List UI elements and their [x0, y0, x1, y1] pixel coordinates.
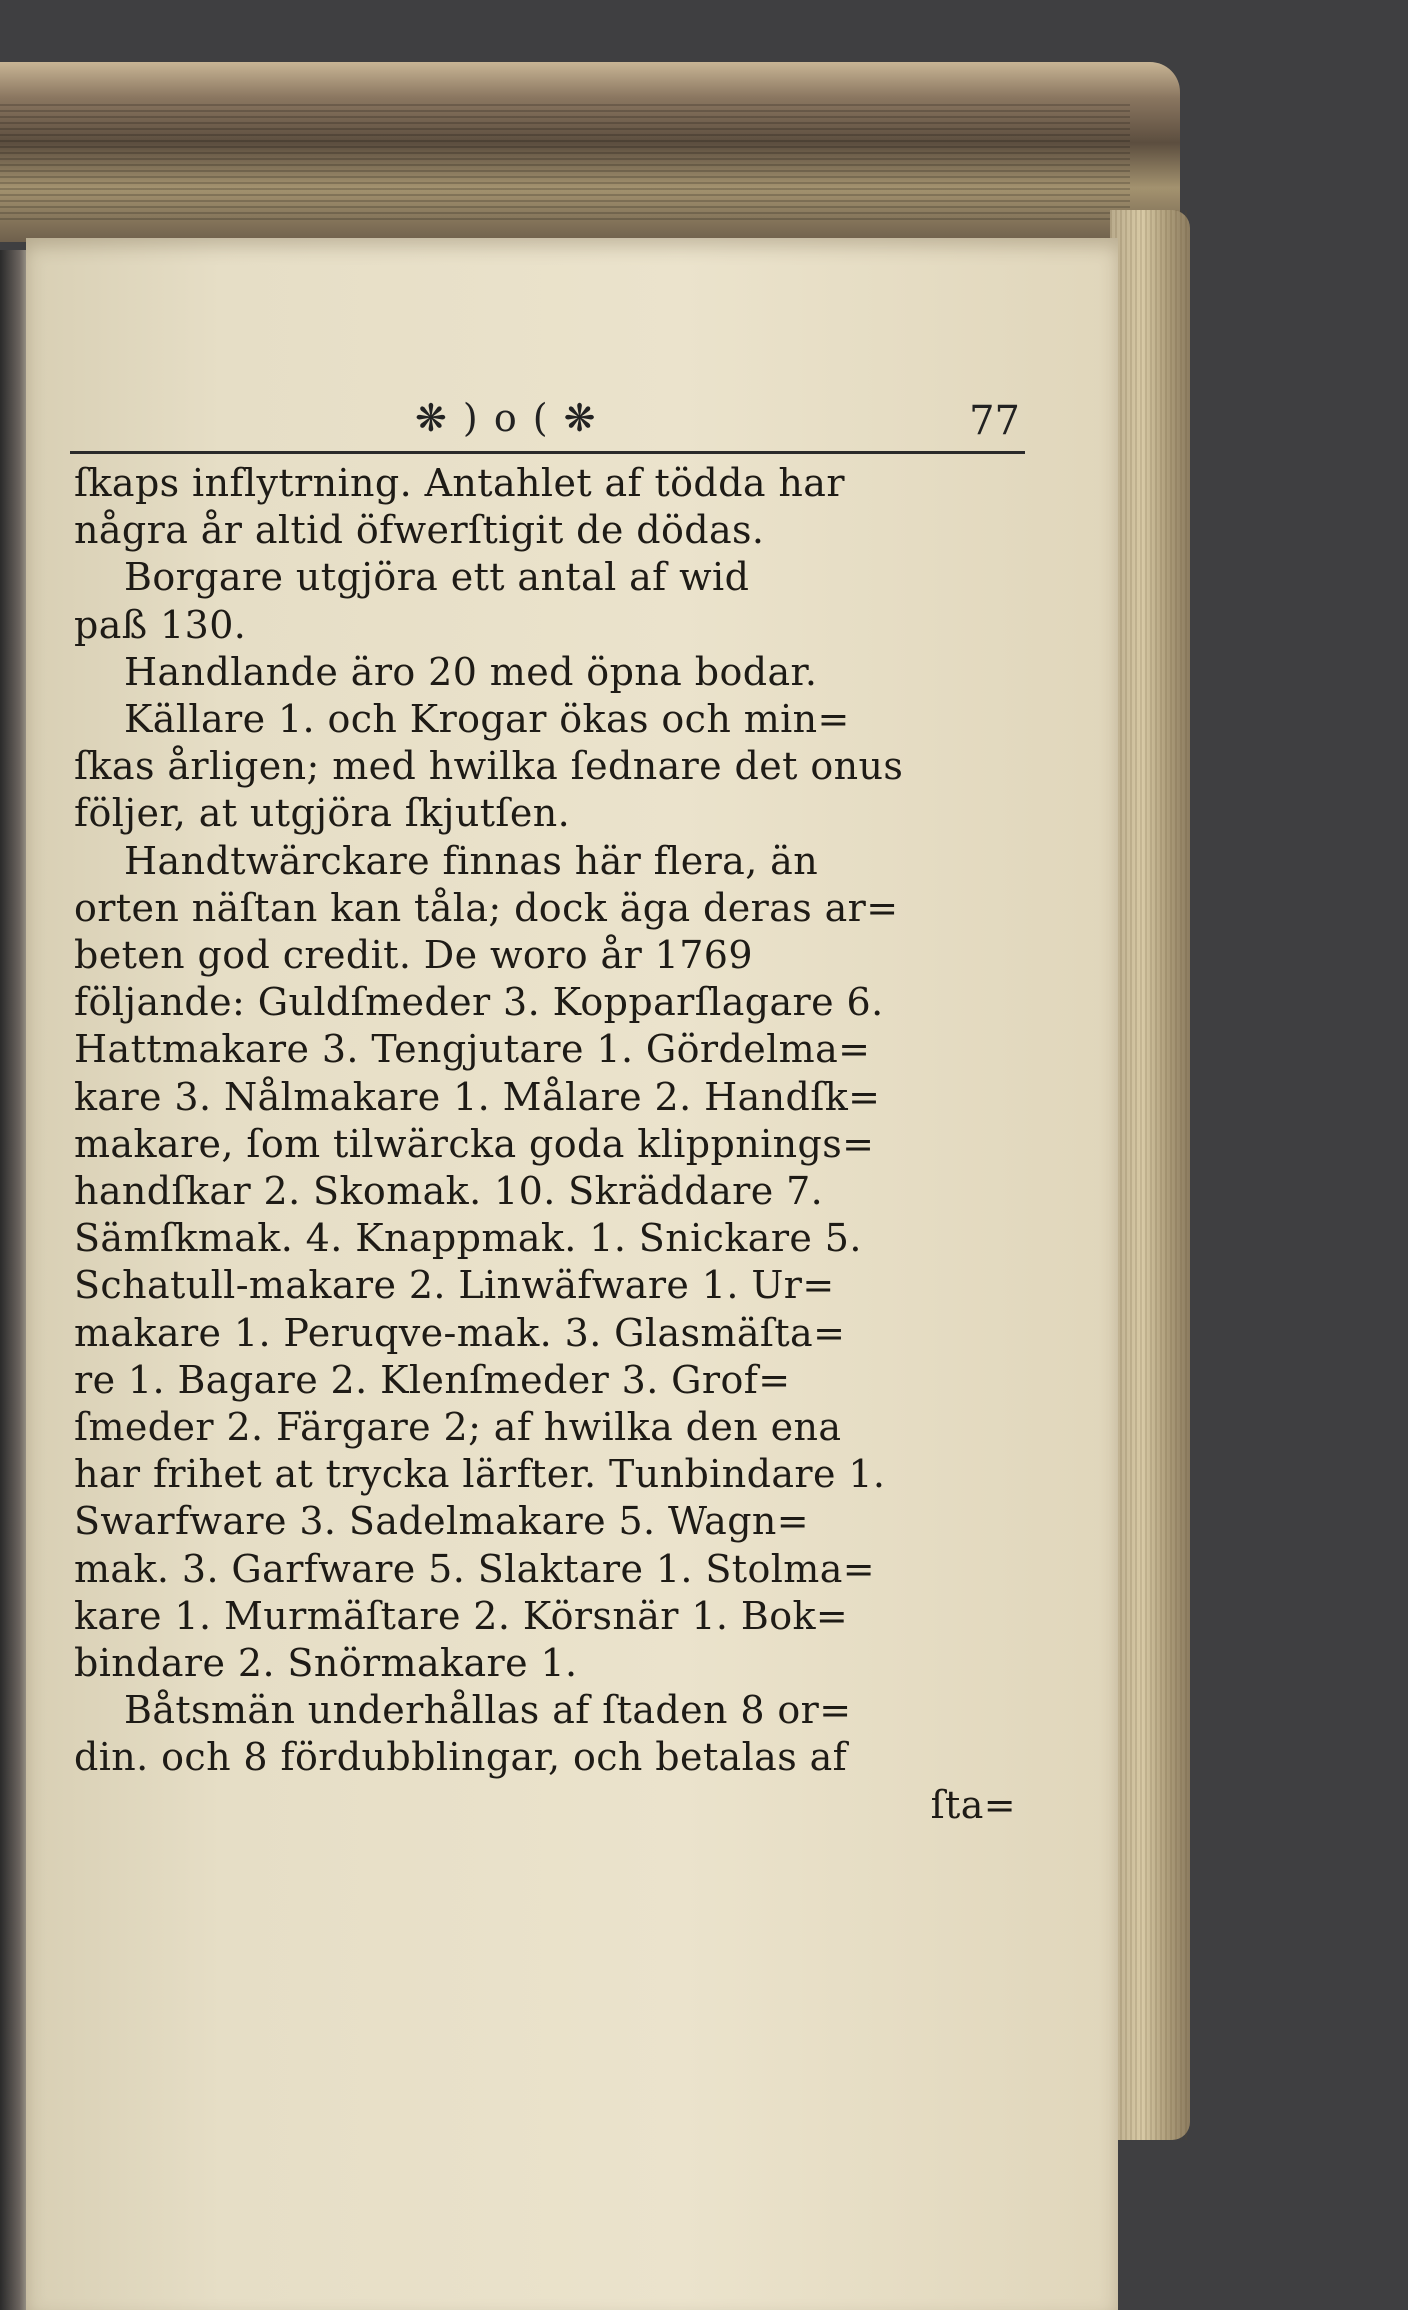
header-ornament: ❋ ) o ( ❋ — [415, 396, 598, 440]
page-body-text — [74, 460, 1026, 1829]
text-line: beten god credit. De woro år 1769 — [74, 933, 753, 978]
text-line: mak. 3. Garfware 5. Slaktare 1. Stolma= — [74, 1546, 876, 1591]
text-line: handſkar 2. Skomak. 10. Skräddare 7. — [74, 1169, 824, 1214]
text-line: Sämſkmak. 4. Knappmak. 1. Snickare 5. — [74, 1216, 862, 1261]
text-line: Källare 1. och Krogar ökas och min= — [124, 697, 850, 742]
text-line: Schatull-makare 2. Linwäfware 1. Ur= — [74, 1263, 835, 1308]
text-line: Hattmakare 3. Tengjutare 1. Gördelma= — [74, 1027, 871, 1072]
text-line: ſkas årligen; med hwilka ſednare det onus — [74, 744, 904, 789]
text-line: Handlande äro 20 med öpna bodar. — [124, 649, 818, 694]
text-line: ſmeder 2. Färgare 2; af hwilka den ena — [74, 1405, 842, 1450]
text-line: orten näſtan kan tåla; dock äga deras ar= — [74, 885, 899, 930]
text-line: din. och 8 fördubblingar, och betalas af — [74, 1735, 848, 1780]
text-line: följande: Guldſmeder 3. Kopparſlagare 6. — [74, 980, 884, 1025]
text-line: bindare 2. Snörmakare 1. — [74, 1641, 578, 1686]
book-spine-left — [0, 250, 28, 2310]
text-line: Swarfware 3. Sadelmakare 5. Wagn= — [74, 1499, 810, 1544]
text-line: Borgare utgjöra ett antal af wid — [124, 555, 750, 600]
text-line: makare 1. Peruqve-mak. 3. Glasmäſta= — [74, 1310, 846, 1355]
header-rule — [70, 451, 1025, 454]
book-page-edges-right — [1110, 210, 1190, 2140]
text-line: kare 1. Murmäſtare 2. Körsnär 1. Bok= — [74, 1593, 849, 1638]
text-line: följer, at utgjöra ſkjutſen. — [74, 791, 571, 836]
text-line: makare, ſom tilwärcka goda klippnings= — [74, 1121, 875, 1166]
page-number: 77 — [969, 398, 1020, 444]
text-line: kare 3. Nålmakare 1. Målare 2. Handſk= — [74, 1074, 881, 1119]
text-line: Handtwärckare finnas här flera, än — [124, 838, 819, 883]
book-page — [26, 238, 1118, 2310]
catchword: ſta= — [930, 1782, 1016, 1827]
page-header — [70, 386, 1020, 446]
text-line: har frihet at trycka lärfter. Tunbindare 1. — [74, 1452, 886, 1497]
text-line: paß 130. — [74, 602, 247, 647]
text-line: re 1. Bagare 2. Klenſmeder 3. Grof= — [74, 1357, 791, 1402]
text-line: ſkaps inflytrning. Antahlet af tödda har — [74, 461, 845, 505]
text-line: några år altid öfwerſtigit de dödas. — [74, 508, 765, 553]
book-page-edges-top — [0, 100, 1130, 220]
text-line: Båtsmän underhållas af ſtaden 8 or= — [124, 1688, 852, 1733]
